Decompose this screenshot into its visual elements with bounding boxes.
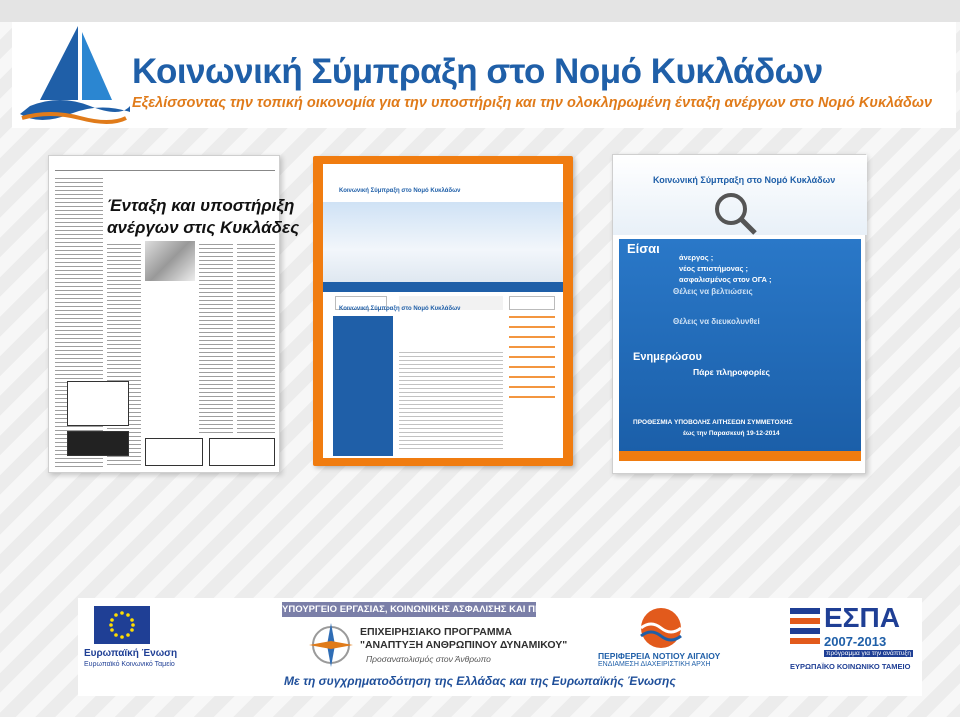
flyer-enimerwsou: Ενημερώσου (633, 351, 702, 363)
flyer-question: νέος επιστήμονας ; (679, 264, 748, 273)
flyer-heading: Θέλεις να διευκολυνθεί (673, 317, 760, 326)
newspaper-ad-box (67, 431, 129, 456)
website-article-text (399, 352, 503, 452)
website-news-list (509, 316, 555, 406)
top-band (0, 0, 960, 22)
website-sidebar-menu (333, 316, 393, 456)
newspaper-ad-box (145, 438, 203, 466)
flyer-footer-bar (619, 451, 861, 461)
compass-logo-icon (306, 620, 356, 670)
flyer-eisai: Είσαι (627, 241, 660, 256)
espa-logo (790, 602, 914, 682)
op-slogan: Προσανατολισμός στον Άνθρωπο (366, 654, 491, 664)
espa-fund: ΕΥΡΩΠΑΪΚΟ ΚΟΙΝΩΝΙΚΟ ΤΑΜΕΙΟ (790, 662, 911, 671)
website-nav-bar (323, 282, 563, 292)
newspaper-headline-line2: ανέργων στις Κυκλάδες (107, 218, 300, 237)
website-hero-image (323, 202, 563, 282)
website-title: Κοινωνική Σύμπραξη στο Νομό Κυκλάδων (339, 188, 461, 194)
flyer-question: άνεργος ; (679, 253, 714, 262)
newspaper-photo (145, 241, 195, 281)
eu-fund: Ευρωπαϊκό Κοινωνικό Ταμείο (84, 661, 175, 668)
espa-stripes-icon (790, 606, 822, 646)
info-flyer (612, 154, 866, 474)
flyer-heading: Θέλεις να βελτιώσεις (673, 287, 753, 296)
header-banner (12, 22, 956, 128)
region-authority: ΕΝΔΙΑΜΕΣΗ ΔΙΑΧΕΙΡΙΣΤΙΚΗ ΑΡΧΗ (598, 661, 711, 668)
page-title: Κοινωνική Σύμπραξη στο Νομό Κυκλάδων (132, 52, 823, 91)
website-calendar-box (509, 296, 555, 310)
website-screenshot (313, 156, 573, 466)
sponsor-footer (78, 598, 922, 696)
newspaper-masthead (55, 161, 275, 171)
espa-slogan: πρόγραμμα για την ανάπτυξη (826, 650, 911, 657)
espa-years: 2007-2013 (824, 634, 887, 649)
flyer-heading: Πάρε πληροφορίες (693, 367, 770, 377)
ministry-banner: ΥΠΟΥΡΓΕΙΟ ΕΡΓΑΣΙΑΣ, ΚΟΙΝΩΝΙΚΗΣ ΑΣΦΑΛΙΣΗΣ ΚΑΙ ΠΡΟΝΟΙΑΣ (282, 604, 579, 615)
newspaper-ad-box (67, 381, 129, 426)
sailboat-logo-icon (20, 22, 130, 126)
website-title: Κοινωνική Σύμπραξη στο Νομό Κυκλάδων (339, 306, 461, 312)
magnifier-icon (709, 191, 759, 237)
newspaper-text-column (199, 244, 233, 434)
region-logo-icon (626, 606, 696, 650)
newspaper-headline-line1: Ένταξη και υποστήριξη (107, 196, 295, 215)
flyer-deadline: ΠΡΟΘΕΣΜΙΑ ΥΠΟΒΟΛΗΣ ΑΙΤΗΣΕΩΝ ΣΥΜΜΕΤΟΧΗΣ (633, 419, 793, 426)
page-subtitle: Εξελίσσοντας την τοπική οικονομία για την υποστήριξη και την ολοκληρωμένη ένταξη ανέργων στο Νομό Κυκλάδων (132, 95, 933, 111)
espa-word: ΕΣΠΑ (824, 602, 900, 633)
newspaper-clipping (48, 155, 300, 473)
cofunding-statement: Με τη συγχρηματοδότηση της Ελλάδας και της Ευρωπαϊκής Ένωσης (284, 674, 676, 688)
op-title-line2: "ΑΝΑΠΤΥΞΗ ΑΝΘΡΩΠΙΝΟΥ ΔΥΝΑΜΙΚΟΥ" (360, 639, 568, 651)
eu-flag-icon (94, 606, 150, 644)
eu-name: Ευρωπαϊκή Ένωση (84, 648, 178, 659)
newspaper-ad-box (209, 438, 275, 466)
flyer-deadline-date: έως την Παρασκευή 19-12-2014 (683, 430, 780, 437)
flyer-question: ασφαλισμένος στον ΟΓΑ ; (679, 275, 772, 284)
op-title-line1: ΕΠΙΧΕΙΡΗΣΙΑΚΟ ΠΡΟΓΡΑΜΜΑ (360, 626, 512, 638)
flyer-title: Κοινωνική Σύμπραξη στο Νομό Κυκλάδων (653, 175, 836, 185)
newspaper-text-column (237, 244, 275, 434)
region-name: ΠΕΡΙΦΕΡΕΙΑ ΝΟΤΙΟΥ ΑΙΓΑΙΟΥ (598, 651, 721, 661)
